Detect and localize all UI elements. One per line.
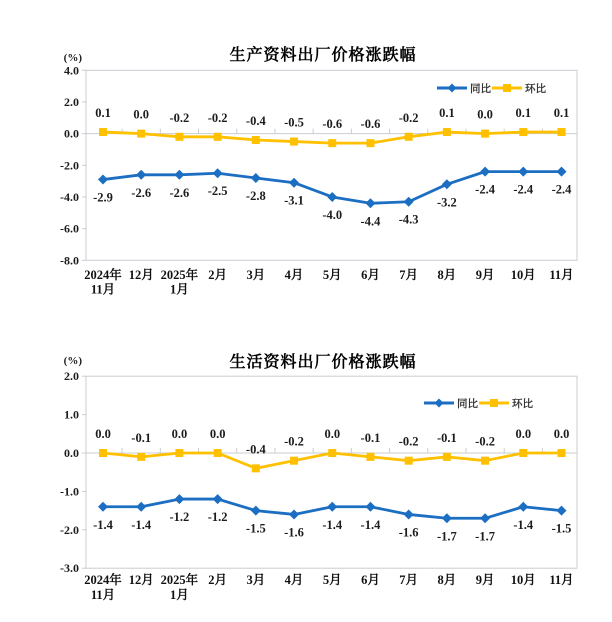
data-label: -2.9 xyxy=(93,190,113,205)
diamond-marker xyxy=(557,167,567,177)
data-label: -1.6 xyxy=(284,525,304,540)
chart-title: 生产资料出厂价格涨跌幅 xyxy=(229,47,417,64)
data-label: -0.2 xyxy=(398,434,419,449)
square-marker xyxy=(175,133,183,141)
x-axis-label: 11月 xyxy=(90,282,116,297)
y-tick-label: -6.0 xyxy=(60,221,79,236)
diamond-marker xyxy=(365,502,375,512)
square-marker xyxy=(443,128,451,136)
square-marker xyxy=(481,130,489,138)
x-axis-label: 6月 xyxy=(361,573,380,587)
legend-item-label: 同比 xyxy=(470,83,491,95)
x-axis-label: 9月 xyxy=(475,573,495,587)
data-label: -2.4 xyxy=(551,182,572,197)
data-label: -1.5 xyxy=(245,521,266,536)
diamond-marker xyxy=(251,506,261,516)
data-label: -1.2 xyxy=(207,510,228,525)
data-label: -0.4 xyxy=(245,113,266,128)
y-tick-label: -2.0 xyxy=(60,522,79,537)
square-marker xyxy=(137,453,145,461)
diamond-marker xyxy=(480,513,490,523)
data-label: 0.0 xyxy=(477,107,493,122)
legend xyxy=(437,82,546,95)
legend-diamond-marker xyxy=(435,399,444,408)
x-axis-label: 5月 xyxy=(322,268,342,282)
x-axis-label: 7月 xyxy=(399,573,419,587)
legend-item-label: 环比 xyxy=(512,398,533,410)
mom-series xyxy=(95,427,569,472)
square-marker xyxy=(558,128,566,136)
x-axis-label: 10月 xyxy=(510,268,536,282)
data-label: -2.8 xyxy=(245,188,266,203)
data-label: -2.4 xyxy=(513,182,534,197)
diamond-marker xyxy=(213,494,223,504)
yoy-series xyxy=(93,494,571,543)
square-marker xyxy=(290,457,298,465)
x-axis-label: 2024年 xyxy=(84,268,122,282)
data-label: -1.5 xyxy=(551,521,572,536)
x-axis-label: 6月 xyxy=(361,268,380,282)
chart-title: 生活资料出厂价格涨跌幅 xyxy=(229,354,417,371)
square-marker xyxy=(214,133,222,141)
data-label: 0.0 xyxy=(515,427,532,441)
diamond-marker xyxy=(98,175,108,185)
diamond-marker xyxy=(365,198,375,208)
x-axis-label: 1月 xyxy=(170,282,189,297)
data-label: -0.2 xyxy=(398,110,419,125)
x-axis-label: 12月 xyxy=(128,268,154,282)
y-tick-label: 4.0 xyxy=(64,63,79,78)
data-label: -1.4 xyxy=(513,517,534,532)
y-tick-label: 1.0 xyxy=(64,407,79,422)
x-axis-label: 11月 xyxy=(549,268,574,282)
x-axis-label: 4月 xyxy=(284,573,304,587)
legend-square-marker xyxy=(503,84,511,92)
data-label: -2.6 xyxy=(169,185,190,200)
data-label: -2.6 xyxy=(131,185,152,200)
diamond-marker xyxy=(327,502,337,512)
consumer-goods-chart xyxy=(60,352,577,602)
data-label: 0.0 xyxy=(209,427,226,441)
x-axis-label: 9月 xyxy=(475,268,495,282)
diamond-marker xyxy=(289,509,299,519)
data-label: -0.6 xyxy=(360,117,381,132)
diamond-marker xyxy=(174,170,184,180)
data-label: -0.1 xyxy=(131,430,152,445)
data-label: -1.6 xyxy=(398,525,419,540)
x-axis-label: 2月 xyxy=(208,268,228,282)
x-axis-label: 5月 xyxy=(322,573,342,587)
data-label: 0.0 xyxy=(553,427,570,441)
data-label: 0.0 xyxy=(133,107,150,122)
data-label: 0.0 xyxy=(171,427,188,441)
y-tick-label: -2.0 xyxy=(60,158,79,173)
x-axis-label: 3月 xyxy=(246,573,266,587)
square-marker xyxy=(366,453,374,461)
y-tick-label: 2.0 xyxy=(64,369,79,384)
legend-square-marker xyxy=(490,399,498,407)
data-label: -0.4 xyxy=(245,442,266,457)
producer-goods-chart xyxy=(60,45,577,297)
diamond-marker xyxy=(251,173,261,183)
data-label: -4.0 xyxy=(322,207,343,222)
plot-border xyxy=(86,70,577,260)
data-label: -0.2 xyxy=(169,110,190,125)
data-label: -0.1 xyxy=(436,430,457,445)
x-axis-label: 8月 xyxy=(437,573,457,587)
diamond-marker xyxy=(518,167,528,177)
x-axis-label: 7月 xyxy=(399,268,419,282)
diamond-marker xyxy=(327,192,337,202)
data-label: -0.6 xyxy=(322,117,343,132)
square-marker xyxy=(366,139,374,147)
y-tick-label: -3.0 xyxy=(60,561,79,576)
data-label: -0.1 xyxy=(360,430,381,445)
square-marker xyxy=(252,464,260,472)
x-axis-label: 2024年 xyxy=(84,573,122,587)
data-label: 0.1 xyxy=(515,106,532,121)
legend-diamond-marker xyxy=(448,84,457,93)
diamond-marker xyxy=(98,502,108,512)
legend xyxy=(424,397,533,410)
diamond-marker xyxy=(518,502,528,512)
x-axis-label: 4月 xyxy=(284,268,304,282)
diamond-marker xyxy=(442,179,452,189)
square-marker xyxy=(328,139,336,147)
data-label: -1.4 xyxy=(131,517,152,532)
data-label: 0.1 xyxy=(439,106,455,121)
square-marker xyxy=(137,130,145,138)
y-tick-label: -1.0 xyxy=(60,484,79,499)
data-label: -4.4 xyxy=(360,214,381,229)
square-marker xyxy=(214,449,222,457)
square-marker xyxy=(175,449,183,457)
square-marker xyxy=(519,128,527,136)
y-axis-unit-label: (%) xyxy=(63,355,82,367)
yoy-series xyxy=(93,167,572,229)
x-axis-label: 11月 xyxy=(549,573,574,587)
square-marker xyxy=(519,449,527,457)
data-label: -0.2 xyxy=(207,110,228,125)
data-label: 0.1 xyxy=(553,106,570,121)
diamond-marker xyxy=(213,168,223,178)
y-axis-unit-label: (%) xyxy=(63,52,82,64)
x-axis-label: 12月 xyxy=(128,573,154,587)
data-label: -1.4 xyxy=(322,517,343,532)
data-label: 0.0 xyxy=(324,427,341,441)
data-label: -1.4 xyxy=(93,517,113,532)
data-label: -0.2 xyxy=(284,434,304,449)
diamond-marker xyxy=(557,506,567,516)
x-axis-label: 1月 xyxy=(170,588,189,602)
square-marker xyxy=(481,457,489,465)
square-marker xyxy=(405,457,413,465)
data-label: -4.3 xyxy=(398,212,419,227)
diamond-marker xyxy=(480,167,490,177)
diamond-marker xyxy=(136,170,146,180)
square-marker xyxy=(443,453,451,461)
diamond-marker xyxy=(136,502,146,512)
y-tick-label: 0.0 xyxy=(64,126,79,141)
data-label: -2.4 xyxy=(475,182,495,197)
mom-series xyxy=(95,106,569,147)
square-marker xyxy=(252,136,260,144)
x-axis-label: 2025年 xyxy=(160,268,199,282)
square-marker xyxy=(405,133,413,141)
x-axis-label: 10月 xyxy=(510,573,536,587)
plot-border xyxy=(86,376,577,568)
x-axis-label: 11月 xyxy=(90,588,116,602)
y-tick-label: 0.0 xyxy=(64,446,79,460)
data-label: -3.1 xyxy=(284,193,304,208)
data-label: -0.5 xyxy=(284,115,304,130)
diamond-marker xyxy=(404,197,414,207)
data-label: -3.2 xyxy=(436,195,457,210)
y-tick-label: 2.0 xyxy=(64,94,79,109)
square-marker xyxy=(558,449,566,457)
square-marker xyxy=(290,138,298,146)
data-label: -2.5 xyxy=(207,184,228,199)
square-marker xyxy=(99,128,107,136)
diamond-marker xyxy=(442,513,452,523)
data-label: -0.2 xyxy=(475,434,495,449)
x-axis-label: 2025年 xyxy=(160,573,199,587)
diamond-marker xyxy=(174,494,184,504)
diamond-marker xyxy=(289,178,299,188)
legend-item-label: 环比 xyxy=(525,83,546,95)
diamond-marker xyxy=(404,509,414,519)
x-axis-label: 2月 xyxy=(208,573,228,587)
data-label: -1.7 xyxy=(436,529,457,544)
y-tick-label: -8.0 xyxy=(60,253,79,268)
y-tick-label: -4.0 xyxy=(60,189,79,204)
data-label: -1.7 xyxy=(475,529,495,544)
data-label: 0.0 xyxy=(95,427,111,441)
data-label: -1.4 xyxy=(360,517,381,532)
data-label: -1.2 xyxy=(169,510,190,525)
square-marker xyxy=(328,449,336,457)
x-axis-label: 3月 xyxy=(246,268,266,282)
x-axis-label: 8月 xyxy=(437,268,457,282)
square-marker xyxy=(99,449,107,457)
legend-item-label: 同比 xyxy=(457,398,478,410)
data-label: 0.1 xyxy=(95,106,111,121)
